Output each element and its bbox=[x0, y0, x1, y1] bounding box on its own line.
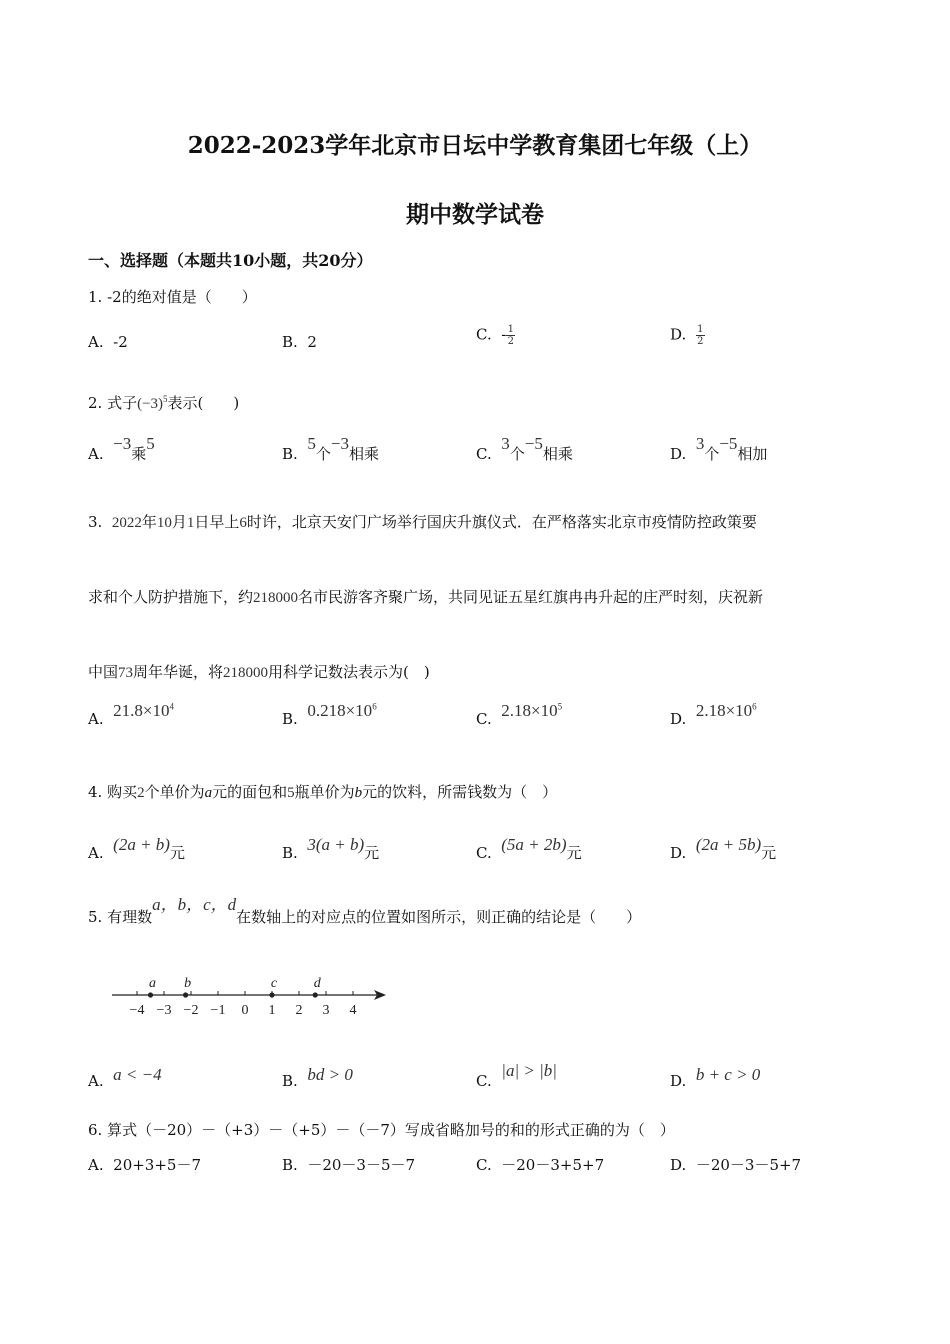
axis-tick-label: 4 bbox=[349, 1003, 357, 1018]
q3-option-c: C. $2.18\times 10^5$ bbox=[476, 701, 563, 728]
q2-option-b: B. 5个−3相乘 bbox=[282, 434, 379, 463]
question-6-text: 6. 算式（－20）－（+3）－（+5）－（－7）写成省略加号的和的形式正确的为（ ） bbox=[88, 1121, 675, 1139]
q6-option-d: D. －20－3－5+7 bbox=[670, 1156, 802, 1174]
q4-option-d: D. (2a + 5b)元 bbox=[670, 835, 777, 862]
point-label-b: b bbox=[184, 976, 192, 991]
q3-option-a: A. $21.8\times 10^4$ bbox=[88, 701, 174, 728]
question-3-line-1: 3. 2022年10月1日早上6时许，北京天安门广场举行国庆升旗仪式．在严格落实北京市疫情防控政策要 bbox=[88, 513, 757, 531]
point-d bbox=[313, 992, 318, 997]
point-c bbox=[269, 992, 274, 997]
point-a bbox=[148, 992, 153, 997]
q6-option-a: A. 20+3+5－7 bbox=[88, 1156, 202, 1174]
q4-option-b: B. 3(a + b)元 bbox=[282, 835, 380, 862]
q2-option-d: D. 3个−5相加 bbox=[670, 434, 768, 463]
title-line-1: 2022-2023学年北京市日坛中学教育集团七年级（上） bbox=[187, 132, 763, 159]
axis-tick-label: −4 bbox=[129, 1003, 145, 1018]
point-label-d: d bbox=[313, 976, 321, 991]
axis-tick-label: −2 bbox=[183, 1003, 199, 1018]
q1-option-a: A. -2 bbox=[88, 333, 128, 351]
q1-option-c: C. - $\frac{1}{2}$ bbox=[476, 324, 515, 347]
question-5-text: 5. 有理数a，b，c，d在数轴上的对应点的位置如图所示，则正确的结论是（ ） bbox=[88, 895, 642, 926]
point-b bbox=[183, 992, 188, 997]
q4-option-c: C. (5a + 2b)元 bbox=[476, 835, 582, 862]
axis-tick-label: 1 bbox=[268, 1003, 276, 1018]
q2-option-a: A. −3乘5 bbox=[88, 434, 155, 463]
question-4-text: 4. 购买2个单价为a元的面包和5瓶单价为b元的饮料，所需钱数为（ ） bbox=[88, 783, 558, 801]
q5-option-d: D. b + c > 0 bbox=[670, 1065, 761, 1090]
point-label-a: a bbox=[149, 976, 156, 991]
number-line bbox=[108, 968, 393, 1020]
q1-option-b: B. 2 bbox=[282, 333, 317, 351]
q5-option-c: C. |a| > |b| bbox=[476, 1061, 557, 1090]
q4-option-a: A. (2a + b)元 bbox=[88, 835, 185, 862]
title-line-2: 期中数学试卷 bbox=[406, 201, 544, 228]
q3-option-d: D. $2.18\times 10^6$ bbox=[670, 701, 757, 728]
axis-tick-label: −1 bbox=[210, 1003, 226, 1018]
axis-tick-label: −3 bbox=[156, 1003, 172, 1018]
q2-option-c: C. 3个−5相乘 bbox=[476, 434, 573, 463]
section-heading: 一、选择题（本题共10小题，共20分） bbox=[88, 251, 373, 270]
question-3-line-2: 求和个人防护措施下，约218000名市民游客齐聚广场，共同见证五星红旗冉冉升起的庄严时刻，庆祝新 bbox=[88, 588, 764, 606]
axis-tick-label: 0 bbox=[241, 1003, 249, 1018]
question-3-line-3: 中国73周年华诞，将218000用科学记数法表示为( ) bbox=[88, 663, 430, 681]
fraction: $\frac{1}{2}$ bbox=[697, 324, 704, 347]
q1-option-d: D. $\frac{1}{2}$ bbox=[670, 324, 704, 347]
q6-option-c: C. －20－3+5+7 bbox=[476, 1156, 605, 1174]
point-label-c: c bbox=[270, 976, 278, 991]
question-1-text: 1. -2的绝对值是（ ） bbox=[88, 288, 257, 306]
question-2-text: 2. 式子$(-3)^5$表示( ) bbox=[88, 394, 240, 412]
fraction: $\frac{1}{2}$ bbox=[507, 324, 515, 347]
axis-tick-label: 2 bbox=[295, 1003, 303, 1018]
axis-tick-label: 3 bbox=[322, 1003, 330, 1018]
q5-option-a: A. a < −4 bbox=[88, 1065, 162, 1090]
q5-option-b: B. bd > 0 bbox=[282, 1065, 353, 1090]
q6-option-b: B. －20－3－5－7 bbox=[282, 1156, 416, 1174]
q3-option-b: B. $0.218\times 10^6$ bbox=[282, 701, 377, 728]
